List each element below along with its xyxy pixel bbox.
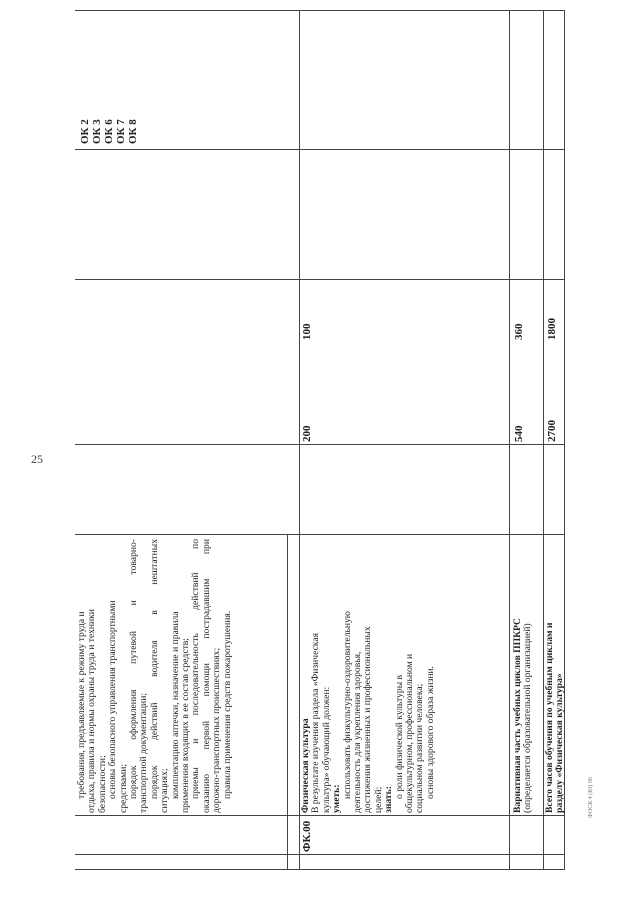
total-description	[545, 539, 566, 813]
fk-title: Физическая культура	[300, 718, 311, 813]
text-line: общекультурном, профессиональном и	[404, 653, 416, 813]
variative-required-hours: 360	[513, 323, 525, 340]
fk-max-hours: 200	[301, 425, 313, 442]
text-line: безопасности;	[96, 755, 108, 813]
variative-subtitle: (определяется образовательной организацией)	[522, 623, 534, 813]
fk-description	[301, 539, 436, 813]
text-line: применения входящих в ее состав средств;	[180, 638, 192, 813]
text-line: приемы и последовательность действий по	[190, 539, 202, 799]
text-line: культура» обучающий должен:	[320, 686, 332, 813]
text-line: порядок действий водителя в нештатных	[148, 539, 160, 799]
competency-code: ОК 8	[127, 119, 139, 144]
text-line: транспортной документации;	[138, 693, 150, 813]
text-line: ситуациях;	[159, 768, 171, 813]
competency-code: ОК 6	[103, 119, 115, 144]
variative-max-hours: 540	[513, 425, 525, 442]
total-required-hours: 1800	[546, 318, 558, 340]
total-title-line2: разделу «Физическая культура»	[554, 673, 566, 813]
text-line: комплектацию аптечки, назначение и правила	[169, 611, 181, 799]
continuation-text	[77, 539, 233, 813]
curriculum-table	[75, 10, 565, 870]
text-line: В результате изучения раздела «Физическая	[310, 632, 322, 813]
competency-code: ОК 3	[91, 119, 103, 144]
text-line: требования, предъявляемые к режиму труда и	[76, 611, 87, 799]
competency-code: ОК 7	[115, 119, 127, 144]
text-line: деятельность для укрепления здоровья,	[352, 651, 364, 813]
text-line: порядок оформления путевой и товарно-	[128, 539, 140, 799]
variative-title: Вариативная часть учебных циклов ППКРС	[512, 618, 523, 813]
fk-competencies	[79, 119, 139, 144]
total-title-line1: Всего часов обучения по учебным циклам и	[544, 622, 555, 813]
competency-code: ОК 2	[79, 119, 91, 144]
text-line: социальном развитии человека;	[414, 683, 426, 813]
variative-description	[513, 539, 534, 813]
text-line: достижения жизненных и профессиональных	[362, 626, 374, 813]
fk-code: ФК.00	[301, 820, 313, 852]
footer-code: ФОСК 4 (Ю) 06	[588, 777, 594, 818]
text-line: дорожно-транспортных происшествиях;	[211, 647, 223, 813]
total-max-hours: 2700	[546, 420, 558, 442]
text-line: о роли физической культуры в	[393, 674, 405, 799]
text-line: средствами;	[117, 763, 129, 813]
text-line: целей;	[372, 786, 384, 813]
text-line: правила применения средств пожаротушения.	[221, 610, 233, 799]
text-line: уметь:	[331, 784, 343, 813]
text-line: основы безопасного управления транспортными	[107, 600, 119, 799]
text-line: знать:	[383, 786, 395, 813]
text-line: основы здорового образа жизни.	[424, 665, 436, 799]
text-line: использовать физкультурно-оздоровительную	[341, 611, 353, 799]
text-line: оказанию первой помощи пострадавшим при	[200, 539, 212, 813]
page-number: 25	[31, 452, 43, 466]
fk-required-hours: 100	[301, 323, 313, 340]
text-line: отдыха, правила и нормы охраны труда и техники	[86, 609, 98, 813]
